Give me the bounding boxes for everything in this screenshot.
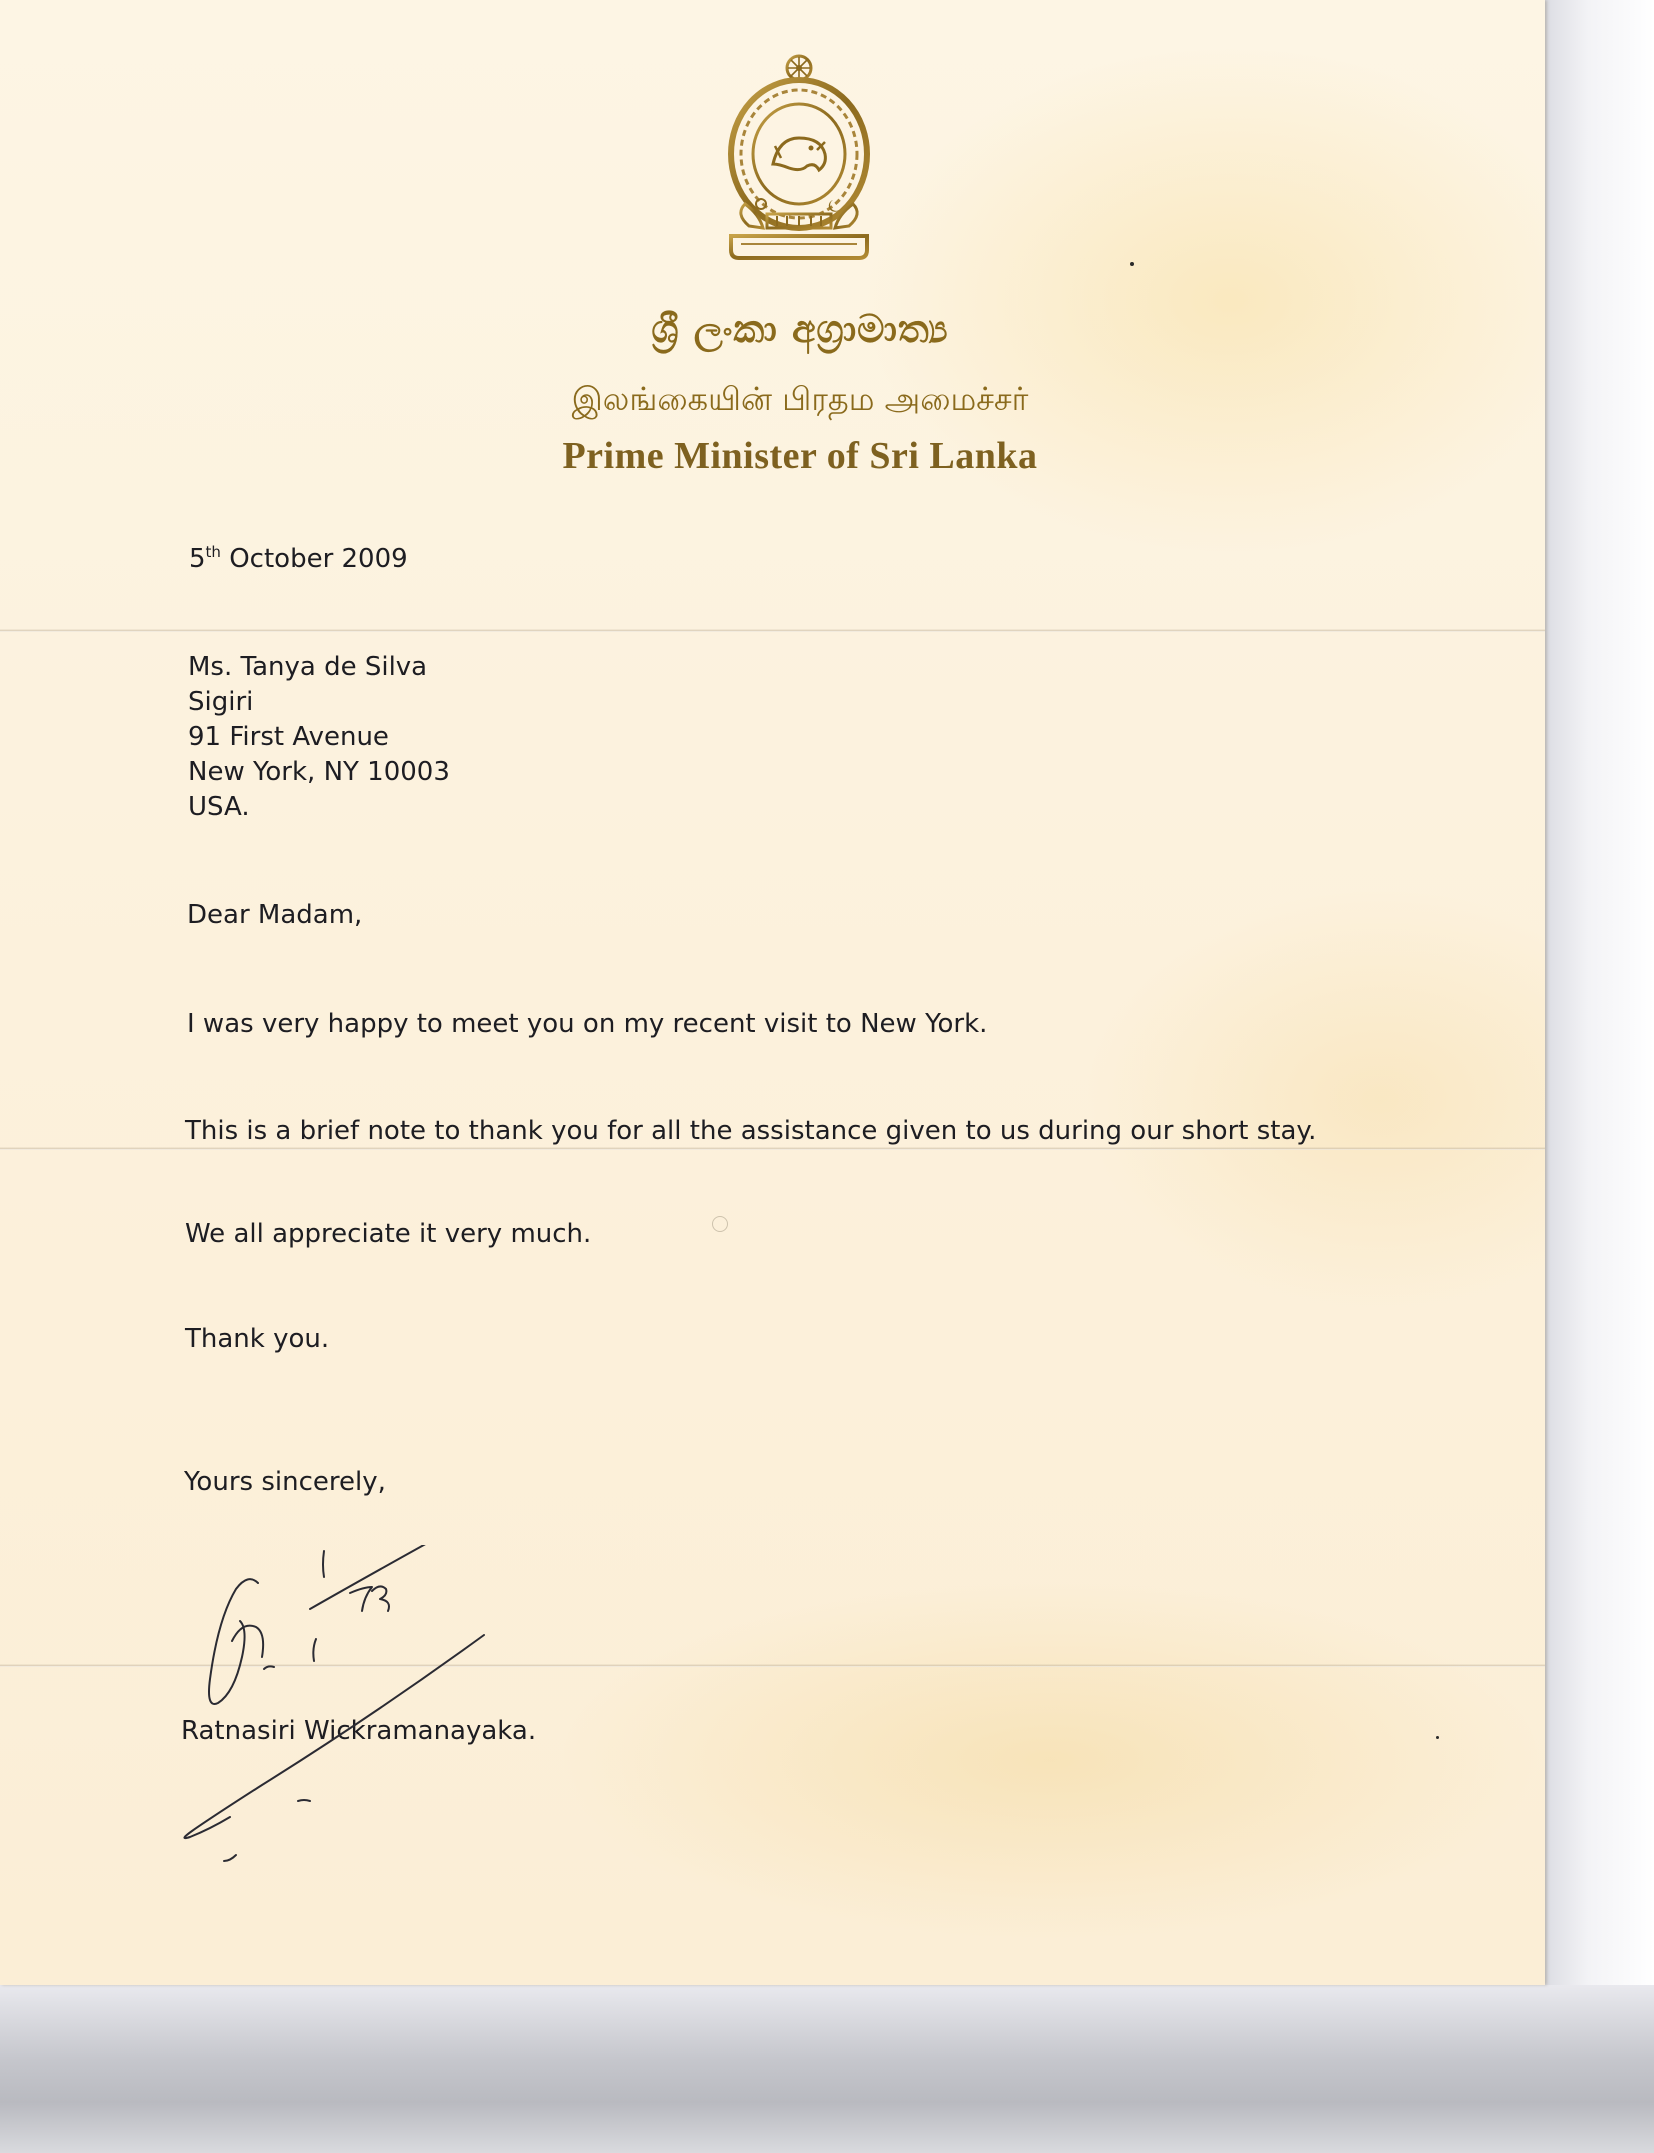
- paper-speck: [712, 1216, 728, 1232]
- recipient-country: USA.: [188, 792, 250, 822]
- letterhead-title-sinhala: ශ්‍රී ලංකා අග්‍රාමාත්‍ය: [651, 306, 949, 351]
- letter-paragraph: This is a brief note to thank you for all the assistance given to us during our short stay.: [185, 1116, 1317, 1146]
- letter-paragraph: Thank you.: [185, 1324, 330, 1354]
- recipient-address-line: Sigiri: [188, 687, 254, 717]
- paper-fold-line: [0, 629, 1545, 632]
- sri-lanka-national-emblem-icon: [721, 54, 877, 264]
- recipient-address-line: 91 First Avenue: [188, 722, 389, 752]
- recipient-name: Ms. Tanya de Silva: [188, 652, 428, 682]
- recipient-address-line: New York, NY 10003: [188, 757, 450, 787]
- paper-speck: [1130, 262, 1134, 266]
- date-day: 5: [189, 544, 206, 574]
- date-ordinal: th: [205, 543, 221, 561]
- letterhead-title-tamil: இலங்கையின் பிரதம அமைச்சர்: [571, 380, 1029, 418]
- letter-paragraph: We all appreciate it very much.: [185, 1219, 592, 1249]
- salutation: Dear Madam,: [187, 900, 363, 930]
- letter-paragraph: I was very happy to meet you on my recent visit to New York.: [187, 1009, 988, 1039]
- handwritten-signature-icon: [140, 1545, 520, 1865]
- closing: Yours sincerely,: [184, 1467, 386, 1497]
- letterhead-title-english: Prime Minister of Sri Lanka: [562, 435, 1038, 477]
- scanner-background-bottom: [0, 1985, 1654, 2153]
- signatory-name: Ratnasiri Wickramanayaka.: [181, 1716, 537, 1746]
- scanner-background-right: [1545, 0, 1654, 2153]
- letter-date: [189, 542, 408, 577]
- paper-speck: [1436, 1736, 1439, 1739]
- date-month-year: October 2009: [220, 544, 408, 574]
